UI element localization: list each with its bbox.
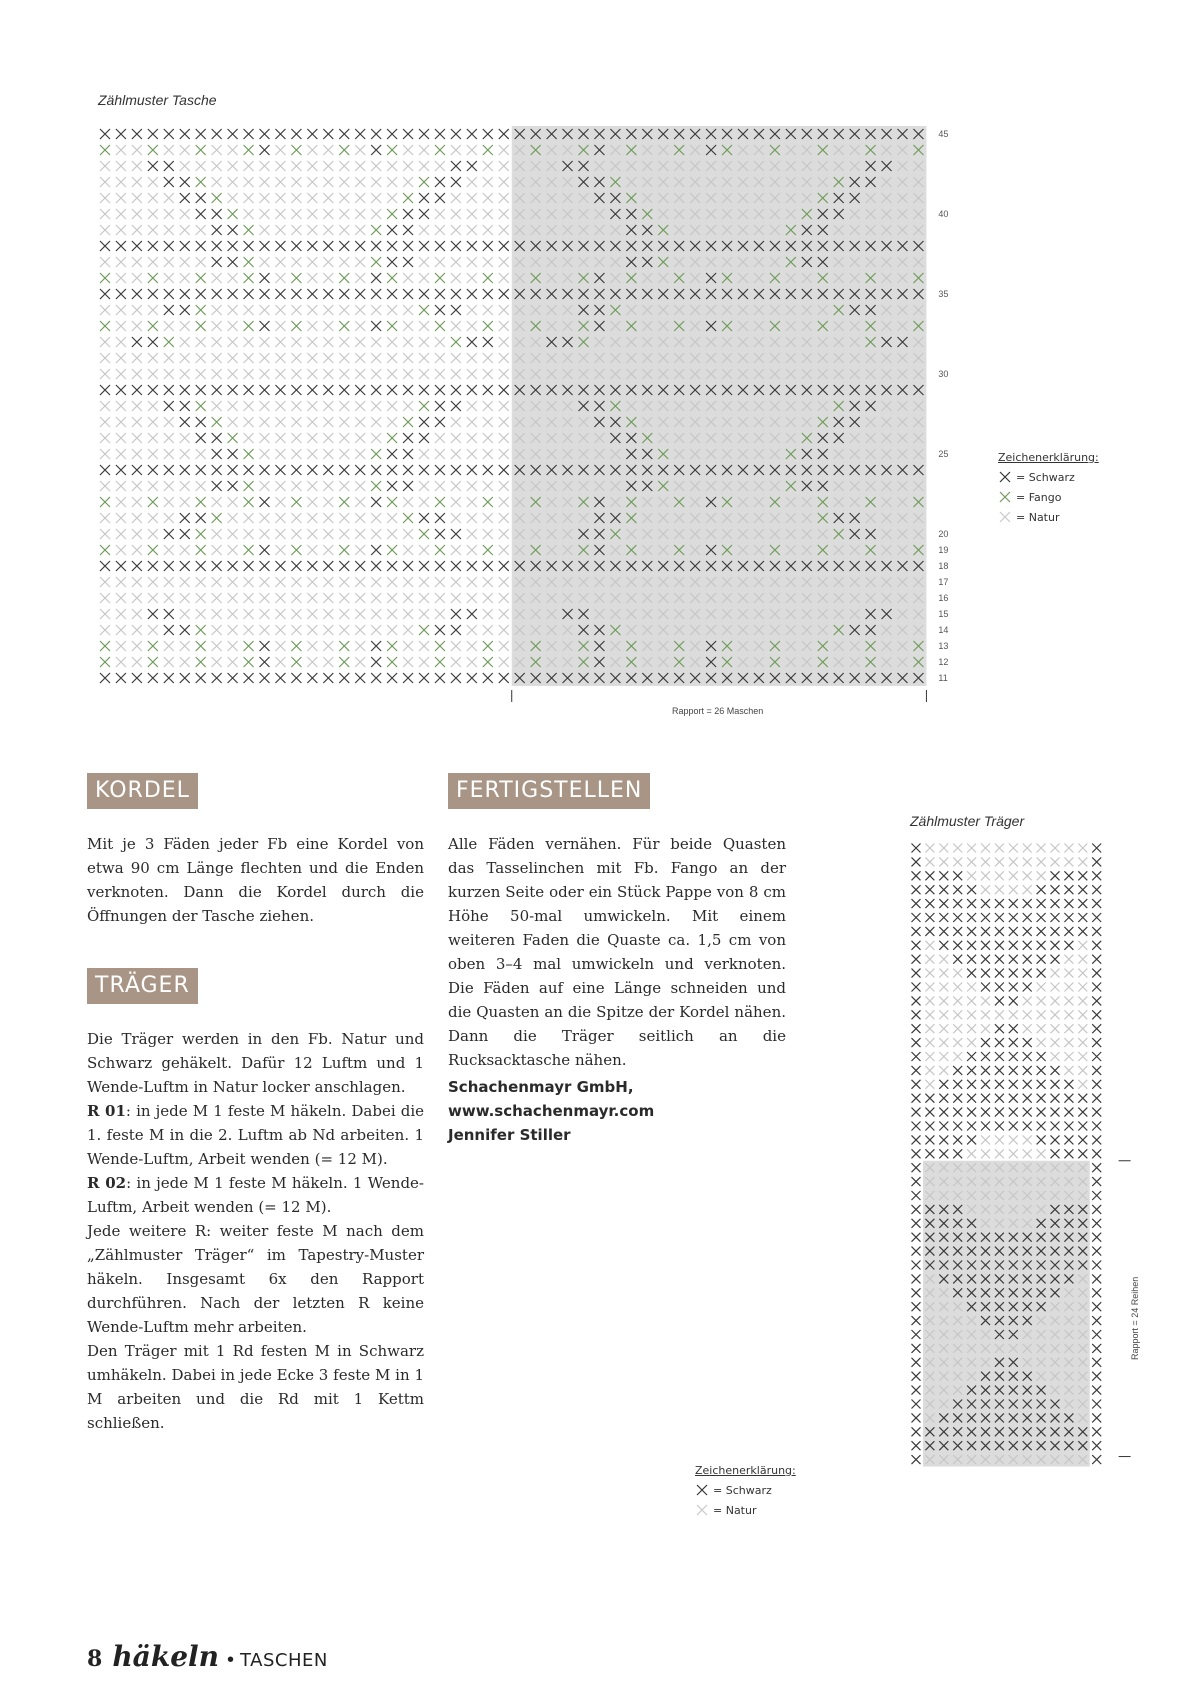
credit-company: Schachenmayr GmbH, (448, 1078, 634, 1096)
strap-legend (695, 1464, 796, 1520)
magazine-logo: häkeln (112, 1640, 220, 1673)
traeger-p5: Den Träger mit 1 Rd festen M in Schwarz umhäkeln. Dabei in jede Ecke 3 feste M in 1 M arbeiten und die Rd mit 1 Kettm schließen. (87, 1342, 424, 1432)
bag-row-label: 17 (938, 577, 949, 587)
bag-row-label: 16 (938, 593, 949, 603)
strap-chart-title: Zählmuster Träger (910, 813, 1025, 829)
traeger-r01-label: R 01 (87, 1102, 126, 1120)
bag-row-label: 19 (938, 545, 949, 555)
bag-row-label: 20 (938, 529, 949, 539)
strap-legend-item-schwarz (695, 1480, 796, 1500)
bag-row-label: 35 (938, 289, 949, 299)
bag-row-label: 45 (938, 129, 949, 139)
bag-row-label: 12 (938, 657, 949, 667)
cross-black-icon (695, 1483, 709, 1497)
heading-fertigstellen: FERTIGSTELLEN (448, 773, 650, 809)
bag-row-label: 30 (938, 369, 949, 379)
bag-row-label: 15 (938, 609, 949, 619)
traeger-p4: Jede weitere R: weiter feste M nach dem „Zählmuster Träger“ im Tapestry-Muster häkeln. Insgesamt 6x den Rapport durchführen. Nach der letzten R keine Wende-Luftm mehr arbeiten. (87, 1222, 424, 1336)
cross-grey-icon (695, 1503, 709, 1517)
fertigstellen-paragraph: Alle Fäden vernähen. Für beide Quasten das Tasselinchen mit Fb. Fango an der kurzen Seite oder ein Stück Pappe von 8 cm Höhe 50-mal umwickeln. Mit einem weiteren Faden die Quaste ca. 1,5 cm von oben 3–4 mal umwickeln und verknoten. Die Fäden auf eine Länge schneiden und die Quasten an die Spitze der Kordel nähen. Dann die Träger seitlich an die Rucksacktasche nähen. (448, 835, 786, 1069)
strap-repeat-label: Rapport = 24 Reihen (1130, 1276, 1140, 1360)
kordel-paragraph: Mit je 3 Fäden jeder Fb eine Kordel von etwa 90 cm Länge flechten und die Enden verknoten. Dann die Kordel durch die Öffnungen der Tasche ziehen. (87, 835, 424, 925)
bag-row-label: 11 (938, 673, 948, 683)
bag-repeat-label: Rapport = 26 Maschen (672, 706, 764, 716)
footer-section: TASCHEN (240, 1650, 328, 1671)
bag-legend-label-fango: = Fango (1016, 490, 1062, 504)
traeger-p1: Die Träger werden in den Fb. Natur und Schwarz gehäkelt. Dafür 12 Luftm und 1 Wende-Luftm in Natur locker anschlagen. (87, 1030, 424, 1096)
strap-legend-label-schwarz: = Schwarz (713, 1483, 772, 1497)
page-number: 8 (87, 1646, 103, 1672)
traeger-r02-text: : in jede M 1 feste M häkeln. 1 Wende-Luftm, Arbeit wenden (= 12 M). (87, 1174, 425, 1216)
bag-legend-label-natur: = Natur (1016, 510, 1060, 524)
bag-legend-label-schwarz: = Schwarz (1016, 470, 1075, 484)
heading-kordel: KORDEL (87, 773, 198, 809)
credit-website: www.schachenmayr.com (448, 1102, 655, 1120)
strap-legend-label-natur: = Natur (713, 1503, 757, 1517)
strap-legend-title: Zeichenerklärung: (695, 1464, 796, 1477)
credit-author: Jennifer Stiller (448, 1126, 571, 1144)
heading-traeger: TRÄGER (87, 968, 198, 1004)
bag-chart-title: Zählmuster Tasche (98, 92, 217, 108)
bag-row-label: 40 (938, 209, 949, 219)
traeger-r01-text: : in jede M 1 feste M häkeln. Dabei die 1. feste M in die 2. Luftm ab Nd arbeiten. 1 Wende-Luftm, Arbeit wenden (= 12 M). (87, 1102, 424, 1168)
strap-legend-item-natur (695, 1500, 796, 1520)
bag-row-label: 18 (938, 561, 949, 571)
footer-separator: • (227, 1649, 235, 1671)
traeger-r02-label: R 02 (87, 1174, 127, 1192)
page-footer (87, 1640, 328, 1673)
bag-row-label: 13 (938, 641, 949, 651)
strap-repeat-shade (923, 1161, 1090, 1467)
bag-row-label: 25 (938, 449, 949, 459)
bag-legend-title: Zeichenerklärung: (998, 451, 1099, 464)
bag-row-label: 14 (938, 625, 949, 635)
